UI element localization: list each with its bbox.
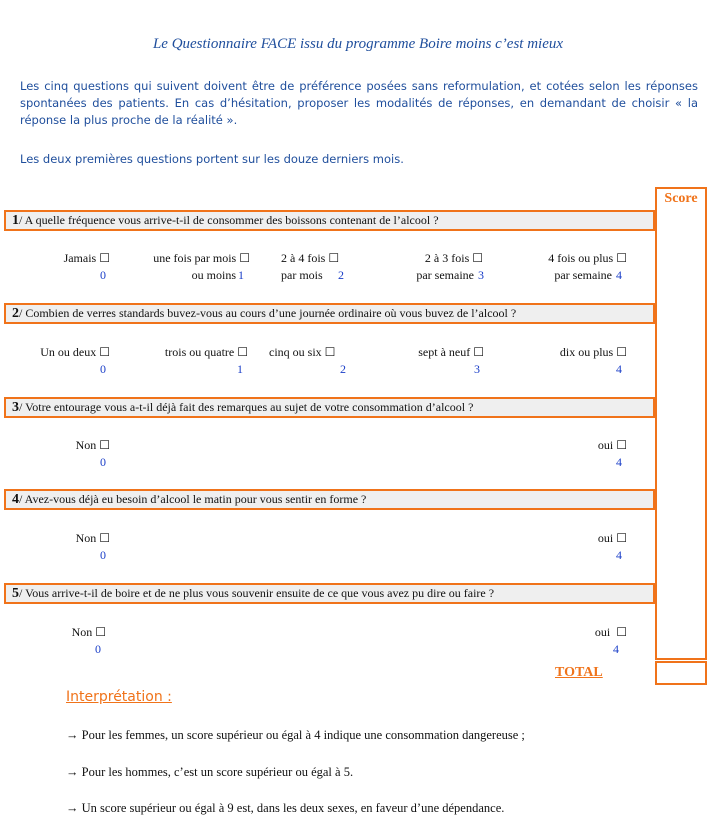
q1-value-2: 2 xyxy=(338,268,344,282)
q5-option-1[interactable]: oui ☐ xyxy=(594,625,627,639)
checkbox-icon: ☐ xyxy=(616,625,627,639)
interpretation-title: Interprétation : xyxy=(66,689,172,705)
question-text: / Combien de verres standards buvez-vous au cours d’une journée ordinaire où vous buvez de l’alcool ? xyxy=(19,306,517,320)
question-number: 4 xyxy=(12,492,19,507)
q3-value-0: 0 xyxy=(100,455,106,469)
q5-value-1: 4 xyxy=(613,642,619,656)
question-number: 2 xyxy=(12,306,19,321)
question-text: / A quelle fréquence vous arrive-t-il de consommer des boissons contenant de l’alcool ? xyxy=(19,213,439,227)
q4-value-1: 4 xyxy=(616,548,622,562)
checkbox-icon: ☐ xyxy=(473,345,484,359)
q4-option-1[interactable]: oui ☐ xyxy=(597,531,627,545)
q2-option-2[interactable]: cinq ou six ☐ xyxy=(269,345,336,359)
q1-value-1: 1 xyxy=(238,268,244,282)
question-1 xyxy=(4,210,655,231)
question-text: / Vous arrive-t-il de boire et de ne plus vous souvenir ensuite de ce que vous avez pu dire ou faire ? xyxy=(19,586,495,600)
q1-option-0[interactable]: Jamais ☐ xyxy=(63,251,110,265)
q5-value-0: 0 xyxy=(95,642,101,656)
total-label: TOTAL xyxy=(555,665,603,680)
question-3 xyxy=(4,397,655,418)
question-5 xyxy=(4,583,655,604)
checkbox-icon: ☐ xyxy=(328,251,340,265)
question-4 xyxy=(4,489,655,510)
interpretation-item: → Pour les hommes, c’est un score supérieur ou égal à 5. xyxy=(66,765,354,779)
total-score-box[interactable] xyxy=(655,661,707,685)
checkbox-icon: ☐ xyxy=(237,345,248,359)
score-header: Score xyxy=(664,191,698,206)
question-number: 5 xyxy=(12,586,19,601)
q1-option-1[interactable]: une fois par mois ☐ xyxy=(153,251,250,265)
checkbox-icon: ☐ xyxy=(324,345,336,359)
q2-option-4[interactable]: dix ou plus ☐ xyxy=(559,345,627,359)
q1-value-4: 4 xyxy=(616,268,622,282)
q2-value-4: 4 xyxy=(616,362,622,376)
q2-value-2: 2 xyxy=(340,362,346,376)
interpretation-item: → Pour les femmes, un score supérieur ou égal à 4 indique une consommation dangereuse ; xyxy=(66,728,525,742)
checkbox-icon: ☐ xyxy=(472,251,483,265)
q2-value-3: 3 xyxy=(474,362,480,376)
q4-option-0[interactable]: Non ☐ xyxy=(75,531,110,545)
question-number: 1 xyxy=(12,213,19,228)
q2-option-0[interactable]: Un ou deux ☐ xyxy=(40,345,110,359)
checkbox-icon: ☐ xyxy=(616,345,627,359)
checkbox-icon: ☐ xyxy=(99,438,110,452)
question-2 xyxy=(4,303,655,324)
checkbox-icon: ☐ xyxy=(95,625,106,639)
q1-option-2-sub: par mois xyxy=(281,268,323,282)
question-number: 3 xyxy=(12,400,19,415)
score-column xyxy=(655,187,707,660)
q5-option-0[interactable]: Non ☐ xyxy=(71,625,106,639)
checkbox-icon: ☐ xyxy=(616,251,627,265)
q3-value-1: 4 xyxy=(616,455,622,469)
question-text: / Votre entourage vous a-t-il déjà fait des remarques au sujet de votre consommation d’alcool ? xyxy=(19,400,474,414)
q2-value-0: 0 xyxy=(100,362,106,376)
q2-option-3[interactable]: sept à neuf ☐ xyxy=(418,345,484,359)
q1-option-4[interactable]: 4 fois ou plus ☐ xyxy=(548,251,627,265)
q2-value-1: 1 xyxy=(237,362,243,376)
checkbox-icon: ☐ xyxy=(616,531,627,545)
checkbox-icon: ☐ xyxy=(616,438,627,452)
intro-paragraph: Les cinq questions qui suivent doivent être de préférence posées sans reformulation, et cotées selon les réponses spontanées des patients. En cas d’hésitation, proposer les modalités de réponses, en demandant de choisir « la réponse la plus proche de la réalité ». xyxy=(20,79,698,127)
checkbox-icon: ☐ xyxy=(99,531,110,545)
page-title: Le Questionnaire FACE issu du programme Boire moins c’est mieux xyxy=(152,36,564,52)
q1-option-2[interactable]: 2 à 4 fois ☐ xyxy=(281,251,340,265)
intro-note: Les deux premières questions portent sur les douze derniers mois. xyxy=(20,152,404,166)
q2-option-1[interactable]: trois ou quatre ☐ xyxy=(164,345,248,359)
q1-option-1-sub: ou moins xyxy=(191,268,236,282)
q1-option-3[interactable]: 2 à 3 fois ☐ xyxy=(424,251,483,265)
q1-option-4-sub: par semaine xyxy=(554,268,612,282)
q3-option-1[interactable]: oui ☐ xyxy=(597,438,627,452)
q1-value-3: 3 xyxy=(478,268,484,282)
q3-option-0[interactable]: Non ☐ xyxy=(75,438,110,452)
q1-value-0: 0 xyxy=(100,268,106,282)
question-text: / Avez-vous déjà eu besoin d’alcool le matin pour vous sentir en forme ? xyxy=(19,492,367,506)
q1-option-3-sub: par semaine xyxy=(416,268,474,282)
checkbox-icon: ☐ xyxy=(99,251,110,265)
checkbox-icon: ☐ xyxy=(99,345,110,359)
checkbox-icon: ☐ xyxy=(239,251,250,265)
interpretation-item: → Un score supérieur ou égal à 9 est, dans les deux sexes, en faveur d’une dépendance. xyxy=(66,801,505,815)
q4-value-0: 0 xyxy=(100,548,106,562)
